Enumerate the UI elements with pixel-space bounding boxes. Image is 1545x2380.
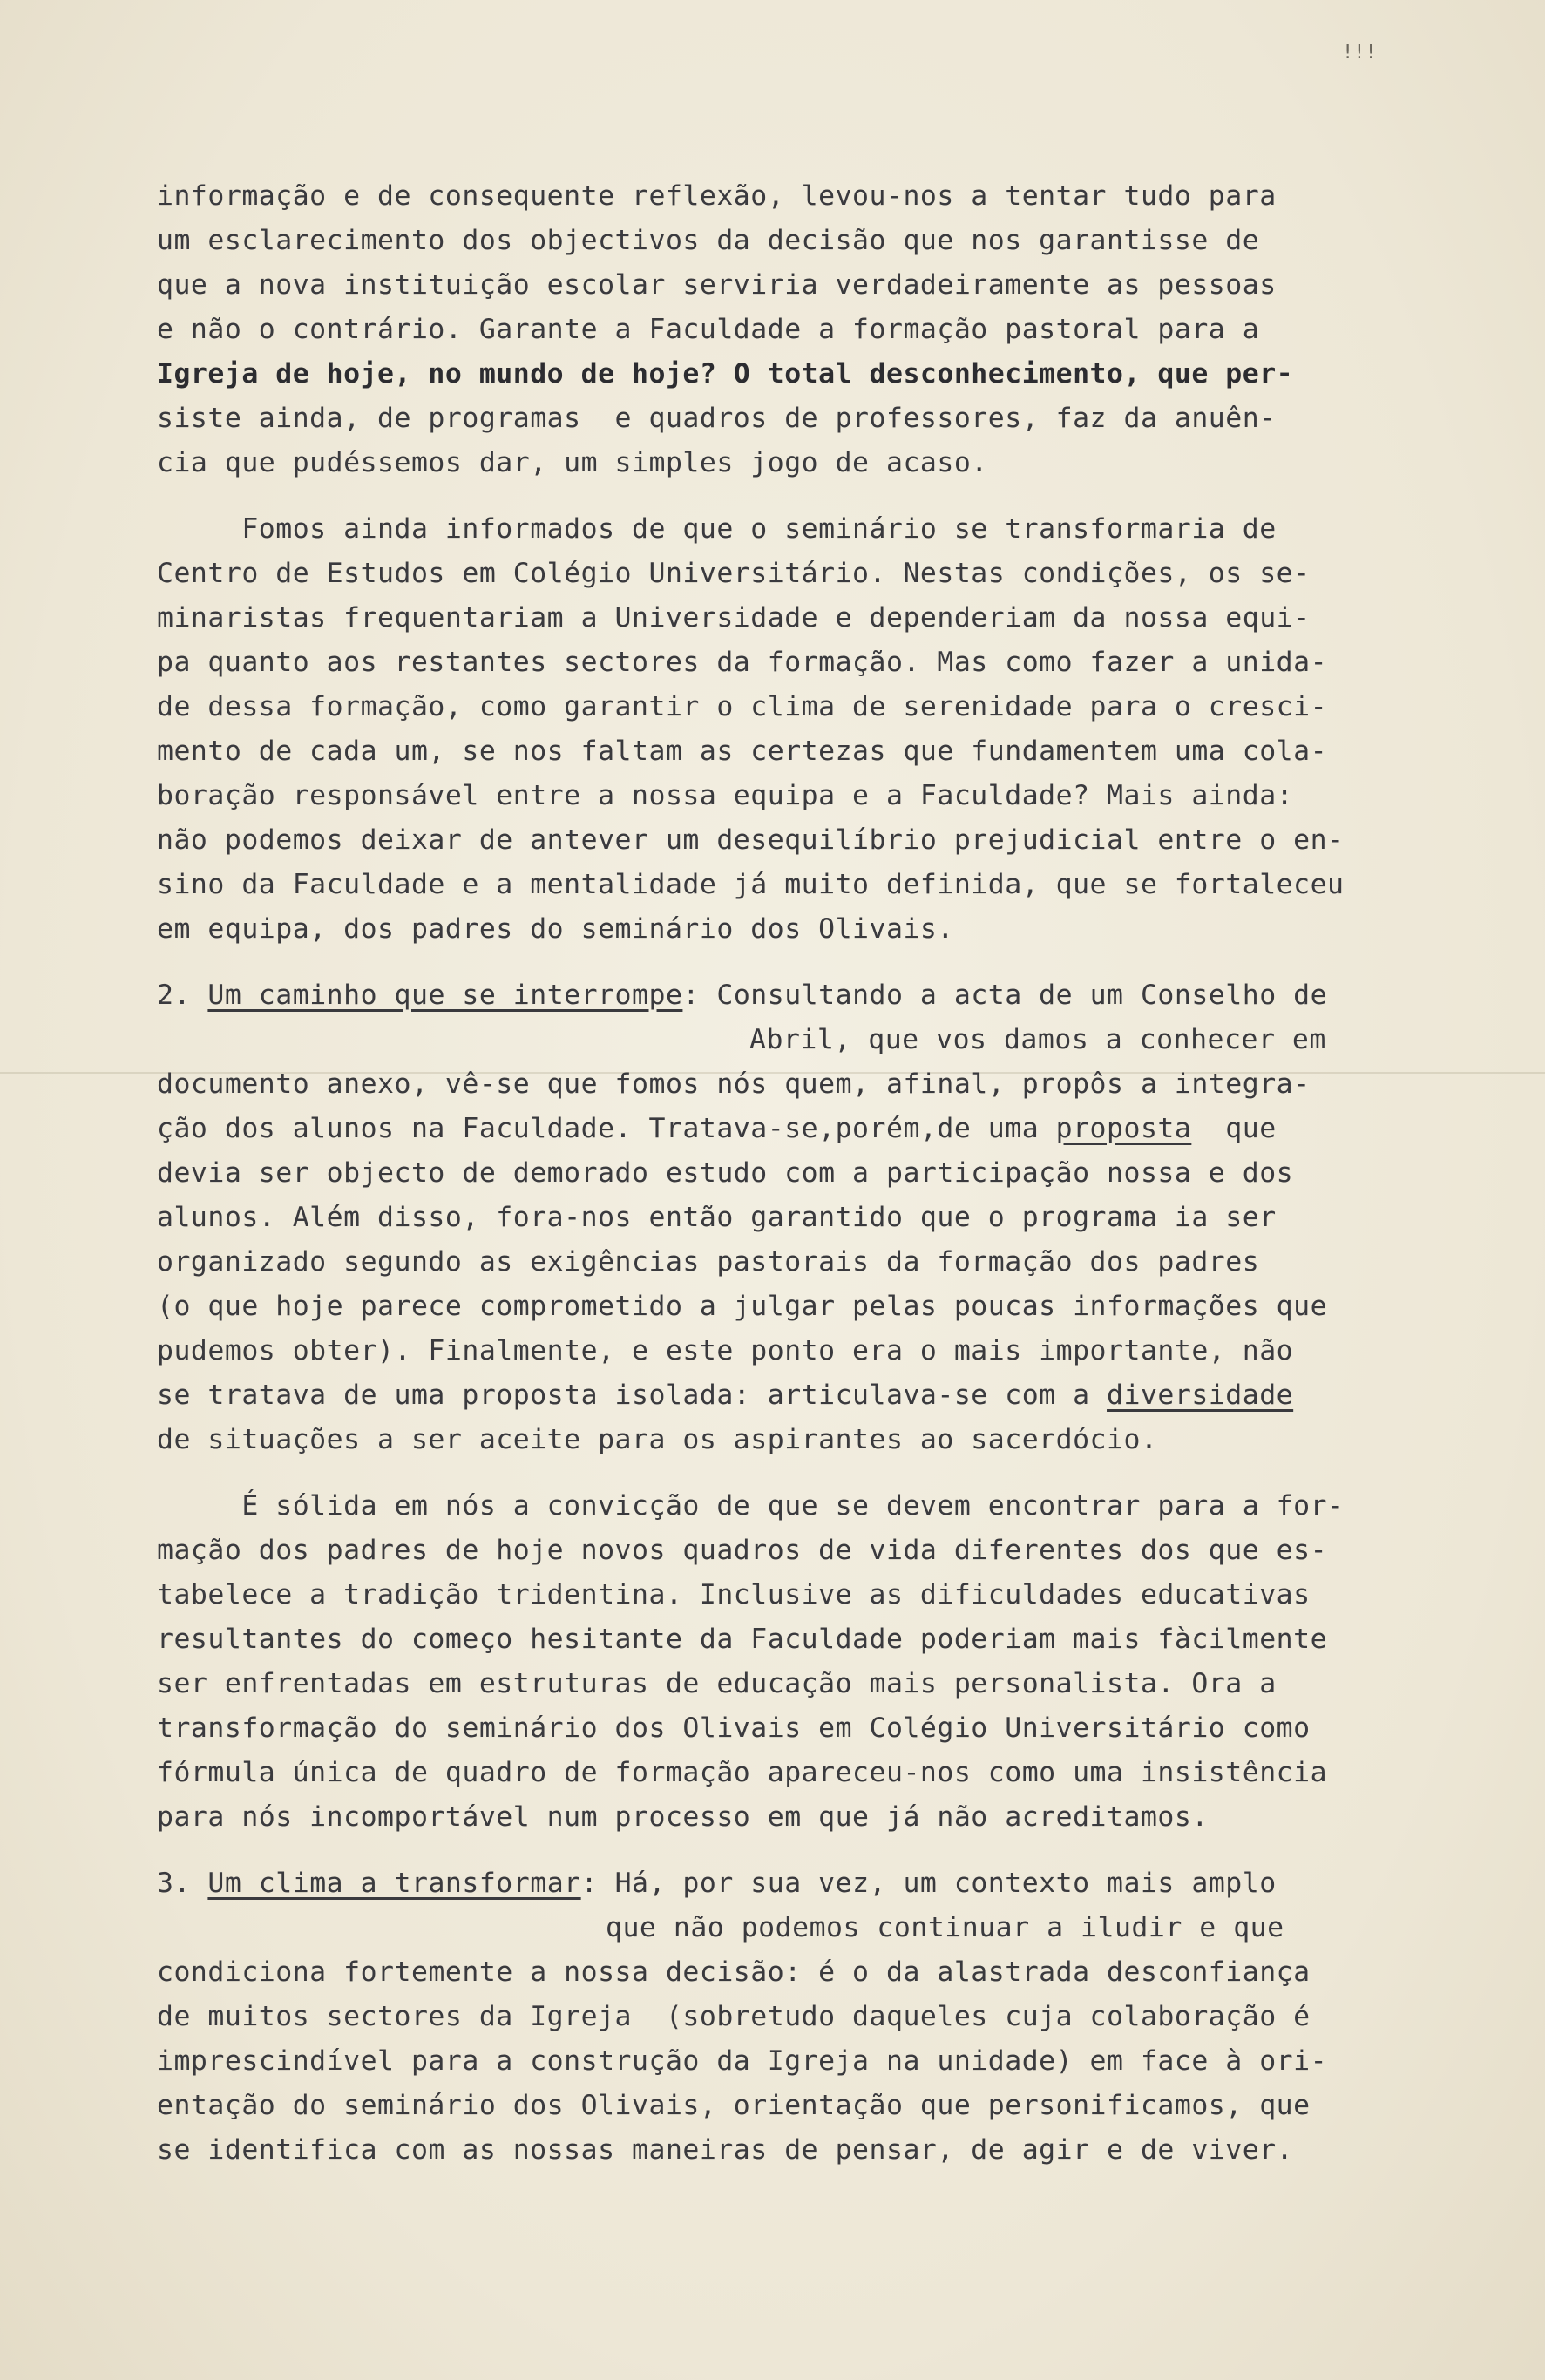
text-span: ção dos alunos na Faculdade. Tratava-se,porém,de uma: [157, 1113, 1056, 1144]
text-line: (o que hoje parece comprometido a julgar pelas poucas informações que: [157, 1291, 1328, 1322]
text-line: fórmula única de quadro de formação apareceu-nos como uma insistência: [157, 1757, 1328, 1788]
text-line: informação e de consequente reflexão, levou-nos a tentar tudo para: [157, 180, 1277, 212]
text-line: documento anexo, vê-se que fomos nós quem, afinal, propôs a integra-: [157, 1068, 1311, 1100]
section-number: 2.: [157, 980, 208, 1011]
text-line: cia que pudéssemos dar, um simples jogo de acaso.: [157, 447, 988, 478]
section-3: [157, 1861, 1429, 2173]
text-line: minaristas frequentariam a Universidade e dependeriam da nossa equi-: [157, 602, 1311, 634]
text-line: que a nova instituição escolar serviria verdadeiramente as pessoas: [157, 269, 1277, 301]
text-span: : Consultando a acta de um Conselho de: [682, 980, 1328, 1011]
paragraph-2: [157, 507, 1429, 952]
text-line: Abril, que vos damos a conhecer em: [749, 1024, 1326, 1055]
underlined-word-diversidade: diversidade: [1107, 1380, 1294, 1411]
paragraph-1: [157, 174, 1429, 485]
section-2: [157, 973, 1429, 1462]
bold-text-line: Igreja de hoje, no mundo de hoje? O total desconhecimento, que per-: [157, 358, 1294, 390]
text-line: para nós incomportável num processo em que já não acreditamos.: [157, 1801, 1209, 1833]
text-line: ser enfrentadas em estruturas de educação mais personalista. Ora a: [157, 1668, 1277, 1699]
section-3-heading-line: [157, 1861, 1429, 1906]
text-line: um esclarecimento dos objectivos da decisão que nos garantisse de: [157, 225, 1260, 256]
typed-letter-body: [157, 174, 1429, 2194]
text-line: mação dos padres de hoje novos quadros de vida diferentes dos que es-: [157, 1535, 1328, 1566]
text-line: condiciona fortemente a nossa decisão: é o da alastrada desconfiança: [157, 1956, 1311, 1988]
text-line: [157, 1107, 1429, 1151]
section-3-heading: Um clima a transformar: [207, 1868, 581, 1899]
text-span: que: [1191, 1113, 1277, 1144]
text-line: sino da Faculdade e a mentalidade já muito definida, que se fortaleceu: [157, 869, 1345, 900]
text-span: : Há, por sua vez, um contexto mais amplo: [580, 1868, 1277, 1899]
text-line: [157, 1373, 1429, 1418]
text-line: Centro de Estudos em Colégio Universitário. Nestas condições, os se-: [157, 558, 1311, 589]
page-corner-mark: !!!: [1342, 42, 1377, 64]
text-line: e não o contrário. Garante a Faculdade a formação pastoral para a: [157, 314, 1260, 345]
paragraph-3: [157, 1484, 1429, 1840]
underlined-word-proposta: proposta: [1055, 1113, 1192, 1144]
section-2-heading: Um caminho que se interrompe: [207, 980, 683, 1011]
text-line: devia ser objecto de demorado estudo com a participação nossa e dos: [157, 1157, 1294, 1189]
text-line: pudemos obter). Finalmente, e este ponto era o mais importante, não: [157, 1335, 1294, 1366]
text-line: de situações a ser aceite para os aspirantes ao sacerdócio.: [157, 1424, 1158, 1455]
text-line: de muitos sectores da Igreja (sobretudo daqueles cuja colaboração é: [157, 2001, 1311, 2032]
text-span: se tratava de uma proposta isolada: articulava-se com a: [157, 1380, 1108, 1411]
text-line: de dessa formação, como garantir o clima de serenidade para o cresci-: [157, 691, 1328, 722]
text-line: boração responsável entre a nossa equipa e a Faculdade? Mais ainda:: [157, 780, 1294, 811]
text-line: que não podemos continuar a iludir e que: [606, 1912, 1284, 1943]
text-line: se identifica com as nossas maneiras de pensar, de agir e de viver.: [157, 2134, 1294, 2166]
text-line: Fomos ainda informados de que o seminário se transformaria de: [157, 513, 1277, 545]
section-2-heading-line: [157, 973, 1429, 1018]
text-line: em equipa, dos padres do seminário dos Olivais.: [157, 913, 954, 945]
text-line: tabelece a tradição tridentina. Inclusive as dificuldades educativas: [157, 1579, 1311, 1610]
text-line: pa quanto aos restantes sectores da formação. Mas como fazer a unida-: [157, 647, 1328, 678]
text-line: não podemos deixar de antever um desequilíbrio prejudicial entre o en-: [157, 824, 1345, 856]
text-line: É sólida em nós a convicção de que se devem encontrar para a for-: [157, 1490, 1345, 1522]
text-line: transformação do seminário dos Olivais em Colégio Universitário como: [157, 1712, 1311, 1744]
section-number: 3.: [157, 1868, 208, 1899]
text-line: imprescindível para a construção da Igreja na unidade) em face à ori-: [157, 2045, 1328, 2077]
text-line: siste ainda, de programas e quadros de professores, faz da anuên-: [157, 403, 1277, 434]
text-line: organizado segundo as exigências pastorais da formação dos padres: [157, 1246, 1260, 1278]
text-line: alunos. Além disso, fora-nos então garantido que o programa ia ser: [157, 1202, 1277, 1233]
text-line: resultantes do começo hesitante da Faculdade poderiam mais fàcilmente: [157, 1624, 1328, 1655]
text-line: mento de cada um, se nos faltam as certezas que fundamentem uma cola-: [157, 736, 1328, 767]
text-line: entação do seminário dos Olivais, orientação que personificamos, que: [157, 2090, 1311, 2121]
